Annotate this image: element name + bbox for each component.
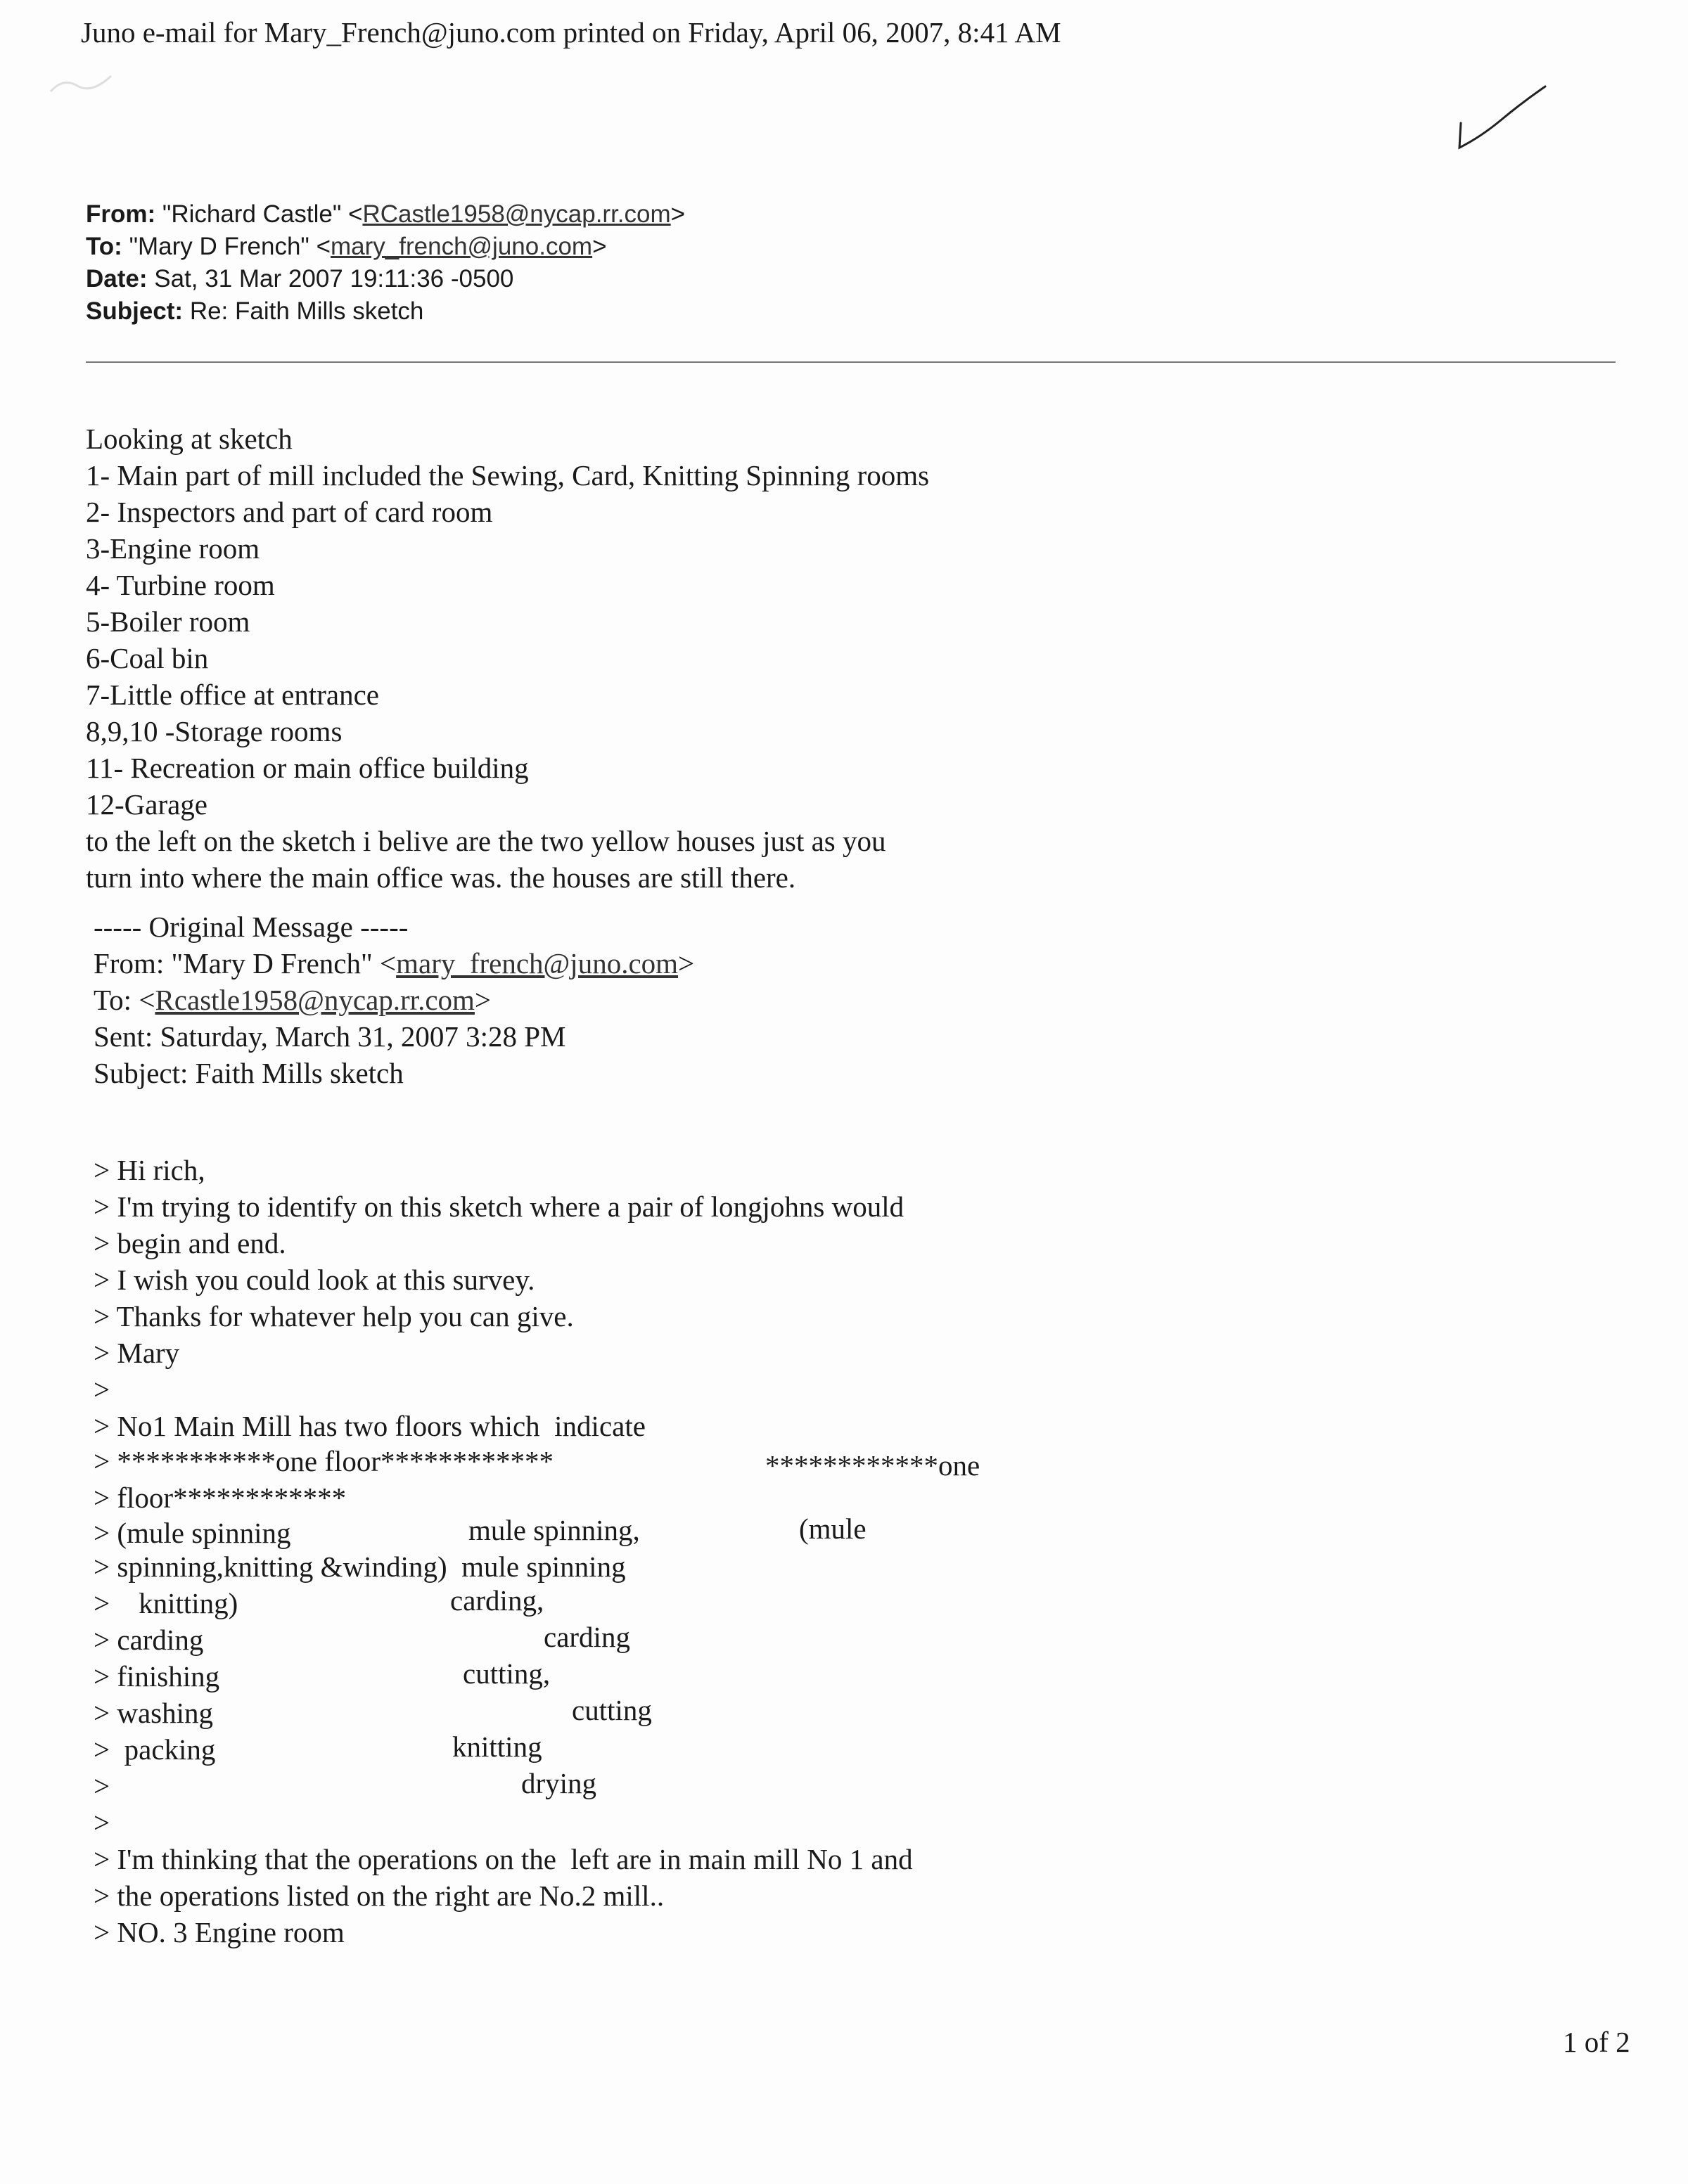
quoted-line: > I wish you could look at this survey. xyxy=(94,1264,535,1296)
quoted-line: > Thanks for whatever help you can give. xyxy=(94,1300,574,1332)
to-close: > xyxy=(592,233,607,260)
quoted-line: > Mary xyxy=(94,1337,180,1369)
body-line: 5-Boiler room xyxy=(86,605,250,638)
subject-label: Subject: xyxy=(86,297,184,325)
quoted-line: > ***********one floor************ xyxy=(94,1445,554,1477)
quoted-line-middle: carding xyxy=(544,1621,630,1653)
original-from-close: > xyxy=(678,947,695,979)
original-to-email-link[interactable]: Rcastle1958@nycap.rr.com xyxy=(155,984,475,1016)
quoted-line: > I'm trying to identify on this sketch where a pair of longjohns would xyxy=(94,1190,904,1223)
quoted-line-middle: cutting, xyxy=(463,1657,551,1690)
body-line: to the left on the sketch i belive are the two yellow houses just as you xyxy=(86,825,886,857)
body-line: 1- Main part of mill included the Sewing, Card, Knitting Spinning rooms xyxy=(86,459,930,492)
body-line: 7-Little office at entrance xyxy=(86,679,379,711)
email-headers xyxy=(86,198,685,328)
quoted-line: > finishing xyxy=(94,1660,220,1692)
subject-value: Re: Faith Mills sketch xyxy=(189,297,424,325)
body-line: 3-Engine room xyxy=(86,532,260,565)
quoted-line: > washing xyxy=(94,1697,214,1729)
quoted-line: > Hi rich, xyxy=(94,1154,205,1186)
from-row xyxy=(86,198,685,231)
from-close: > xyxy=(670,200,686,228)
subject-row xyxy=(86,295,685,328)
original-from-prefix: From: "Mary D French" < xyxy=(94,947,397,979)
scan-smudge xyxy=(49,70,113,98)
quoted-line: > begin and end. xyxy=(94,1227,286,1259)
quoted-line: > the operations listed on the right are No.2 mill.. xyxy=(94,1880,665,1912)
quoted-line-middle: knitting xyxy=(452,1730,542,1763)
original-divider: ----- Original Message ----- xyxy=(94,911,409,943)
quoted-line: > floor************ xyxy=(94,1482,347,1514)
body-line: 6-Coal bin xyxy=(86,642,209,674)
quoted-line-middle: drying xyxy=(521,1767,597,1799)
quoted-line: > xyxy=(94,1373,110,1406)
message-body xyxy=(86,420,929,896)
quoted-line-middle: cutting xyxy=(572,1694,652,1726)
body-line: 11- Recreation or main office building xyxy=(86,752,529,784)
header-divider xyxy=(86,361,1616,363)
from-email-link[interactable]: RCastle1958@nycap.rr.com xyxy=(362,200,671,228)
to-email-link[interactable]: mary_french@juno.com xyxy=(331,233,593,260)
quoted-line: > spinning,knitting &winding) mule spinning xyxy=(94,1550,626,1583)
from-label: From: xyxy=(86,200,156,228)
original-message-header xyxy=(94,908,694,1091)
print-header: Juno e-mail for Mary_French@juno.com printed on Friday, April 06, 2007, 8:41 AM xyxy=(81,16,1061,49)
body-line: Looking at sketch xyxy=(86,423,293,455)
handwritten-checkmark-icon xyxy=(1452,81,1547,151)
quoted-line: > (mule spinning xyxy=(94,1517,291,1549)
body-line: 4- Turbine room xyxy=(86,569,275,601)
quoted-line-middle: mule spinning, xyxy=(468,1514,640,1546)
from-name: "Richard Castle" < xyxy=(162,200,363,228)
to-label: To: xyxy=(86,233,122,260)
date-value: Sat, 31 Mar 2007 19:11:36 -0500 xyxy=(154,265,514,293)
quoted-line: > knitting) xyxy=(94,1587,238,1619)
quoted-line: > carding xyxy=(94,1624,204,1656)
original-to-close: > xyxy=(474,984,492,1016)
original-from-email-link[interactable]: mary_french@juno.com xyxy=(396,947,679,979)
page-number: 1 of 2 xyxy=(1563,2026,1630,2058)
date-row xyxy=(86,263,685,295)
to-row xyxy=(86,231,685,263)
body-line: 2- Inspectors and part of card room xyxy=(86,496,493,528)
original-to xyxy=(94,982,694,1018)
quoted-line: > packing xyxy=(94,1733,216,1766)
original-sent: Sent: Saturday, March 31, 2007 3:28 PM xyxy=(94,1020,566,1053)
quoted-line: > NO. 3 Engine room xyxy=(94,1916,345,1948)
original-subject: Subject: Faith Mills sketch xyxy=(94,1057,404,1089)
quoted-line: > I'm thinking that the operations on the left are in main mill No 1 and xyxy=(94,1843,913,1875)
body-line: turn into where the main office was. the houses are still there. xyxy=(86,861,796,894)
original-to-prefix: To: < xyxy=(94,984,155,1016)
quoted-line-middle: carding, xyxy=(450,1584,544,1617)
original-from xyxy=(94,945,694,982)
quoted-line: > xyxy=(94,1806,110,1839)
body-line: 12-Garage xyxy=(86,788,208,821)
date-label: Date: xyxy=(86,265,148,293)
quoted-line: > xyxy=(94,1770,110,1802)
quoted-line-right: (mule xyxy=(799,1512,867,1545)
body-line: 8,9,10 -Storage rooms xyxy=(86,715,343,747)
to-name: "Mary D French" < xyxy=(129,233,331,260)
quoted-line: > No1 Main Mill has two floors which indicate xyxy=(94,1410,646,1442)
quoted-line-right: ************one xyxy=(765,1449,980,1482)
